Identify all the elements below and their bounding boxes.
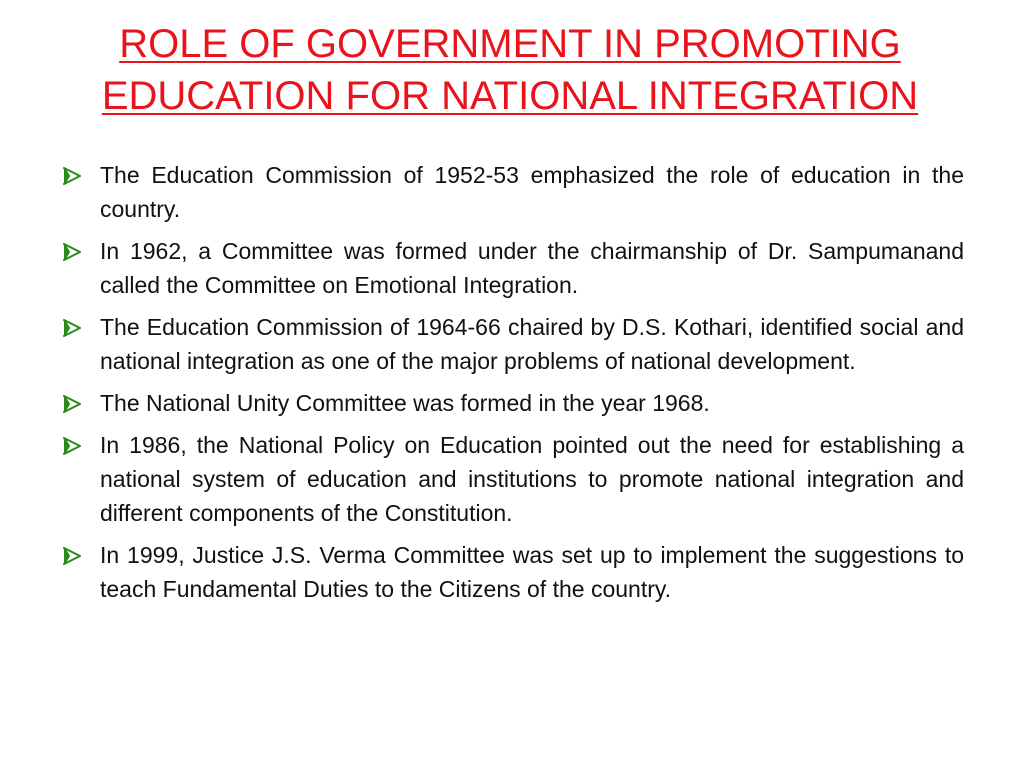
bullet-text: In 1962, a Committee was formed under the chairmanship of Dr. Sampumanand called the Committee on Emotional Integration.	[100, 238, 964, 298]
bullet-text: In 1986, the National Policy on Education pointed out the need for establishing a national system of education and institutions to promote national integration and different components of the Constitution.	[100, 432, 964, 526]
bullet-text: In 1999, Justice J.S. Verma Committee was set up to implement the suggestions to teach Fundamental Duties to the Citizens of the country.	[100, 542, 964, 602]
arrow-bullet-icon	[62, 547, 82, 565]
bullet-text: The National Unity Committee was formed in the year 1968.	[100, 390, 710, 416]
list-item	[60, 538, 964, 606]
arrow-bullet-icon	[62, 319, 82, 337]
title-line-1: ROLE OF GOVERNMENT IN PROMOTING	[119, 22, 901, 66]
list-item	[60, 158, 964, 226]
arrow-bullet-icon	[62, 395, 82, 413]
arrow-bullet-icon	[62, 167, 82, 185]
title-line-2: EDUCATION FOR NATIONAL INTEGRATION	[101, 74, 919, 118]
list-item	[60, 428, 964, 530]
bullet-list	[60, 158, 964, 614]
bullet-text: The Education Commission of 1952-53 emphasized the role of education in the country.	[100, 162, 964, 222]
list-item	[60, 386, 964, 420]
arrow-bullet-icon	[62, 437, 82, 455]
arrow-bullet-icon	[62, 243, 82, 261]
bullet-text: The Education Commission of 1964-66 chaired by D.S. Kothari, identified social and national integration as one of the major problems of national development.	[100, 314, 964, 374]
slide-title	[60, 18, 960, 122]
list-item	[60, 234, 964, 302]
list-item	[60, 310, 964, 378]
